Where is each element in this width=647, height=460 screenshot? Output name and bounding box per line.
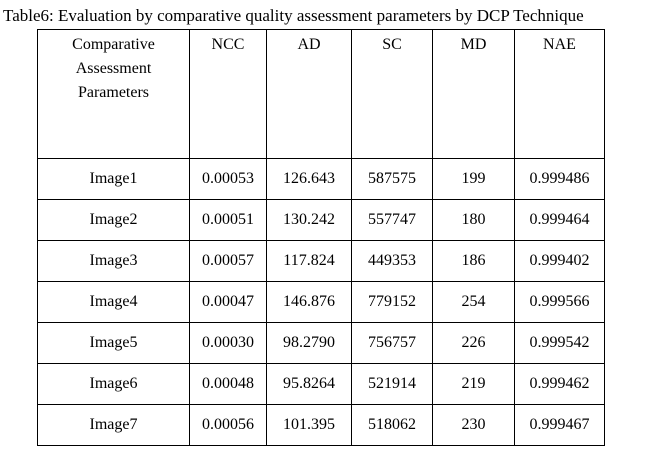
table-row	[38, 159, 605, 200]
row-label: Image3	[38, 241, 190, 282]
cell-ad: 101.395	[267, 405, 352, 446]
row-label: Image4	[38, 282, 190, 323]
row-label: Image1	[38, 159, 190, 200]
cell-md: 230	[433, 405, 515, 446]
table-caption: Table6: Evaluation by comparative quality assessment parameters by DCP Technique	[3, 6, 584, 25]
cell-md: 180	[433, 200, 515, 241]
cell-md: 254	[433, 282, 515, 323]
row-label: Image7	[38, 405, 190, 446]
table-row	[38, 200, 605, 241]
cell-ncc: 0.00048	[190, 364, 267, 405]
cell-nae: 0.999402	[515, 241, 605, 282]
table-row	[38, 405, 605, 446]
cell-ncc: 0.00056	[190, 405, 267, 446]
cell-md: 219	[433, 364, 515, 405]
header-line: Assessment	[75, 60, 152, 77]
row-label: Image6	[38, 364, 190, 405]
cell-nae: 0.999462	[515, 364, 605, 405]
cell-ncc: 0.00053	[190, 159, 267, 200]
table-row	[38, 241, 605, 282]
cell-nae: 0.999542	[515, 323, 605, 364]
cell-sc: 587575	[352, 159, 433, 200]
header-cell-ncc: NCC	[190, 30, 267, 159]
cell-ad: 126.643	[267, 159, 352, 200]
row-label: Image2	[38, 200, 190, 241]
cell-ncc: 0.00057	[190, 241, 267, 282]
cell-nae: 0.999467	[515, 405, 605, 446]
header-cell-nae: NAE	[515, 30, 605, 159]
cell-ncc: 0.00051	[190, 200, 267, 241]
cell-sc: 557747	[352, 200, 433, 241]
cell-nae: 0.999566	[515, 282, 605, 323]
cell-sc: 518062	[352, 405, 433, 446]
assessment-table	[37, 29, 605, 446]
header-cell-parameters	[38, 30, 190, 159]
header-line: Parameters	[77, 84, 150, 101]
cell-md: 226	[433, 323, 515, 364]
table-row	[38, 364, 605, 405]
header-cell-sc: SC	[352, 30, 433, 159]
cell-sc: 779152	[352, 282, 433, 323]
cell-ad: 98.2790	[267, 323, 352, 364]
cell-ad: 95.8264	[267, 364, 352, 405]
header-line: Comparative	[72, 36, 155, 53]
cell-md: 199	[433, 159, 515, 200]
cell-sc: 756757	[352, 323, 433, 364]
cell-nae: 0.999486	[515, 159, 605, 200]
cell-ad: 117.824	[267, 241, 352, 282]
table-row	[38, 323, 605, 364]
cell-ad: 146.876	[267, 282, 352, 323]
table-row	[38, 282, 605, 323]
header-cell-md: MD	[433, 30, 515, 159]
cell-ncc: 0.00047	[190, 282, 267, 323]
cell-sc: 449353	[352, 241, 433, 282]
header-cell-ad: AD	[267, 30, 352, 159]
cell-nae: 0.999464	[515, 200, 605, 241]
cell-ad: 130.242	[267, 200, 352, 241]
cell-ncc: 0.00030	[190, 323, 267, 364]
cell-md: 186	[433, 241, 515, 282]
cell-sc: 521914	[352, 364, 433, 405]
row-label: Image5	[38, 323, 190, 364]
header-row	[38, 30, 605, 159]
